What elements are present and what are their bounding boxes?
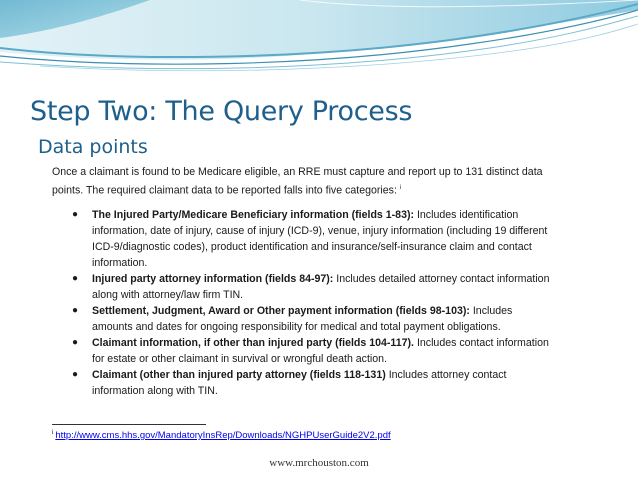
slide-body	[52, 164, 552, 399]
header-wave-banner	[0, 0, 638, 80]
category-heading: Settlement, Judgment, Award or Other payment information (fields 98-103):	[92, 304, 470, 317]
category-description: Includes detailed attorney contact information along with attorney/law firm TIN.	[92, 272, 550, 301]
footnote-divider	[52, 424, 206, 425]
category-description: Includes attorney contact information along with TIN.	[92, 368, 507, 397]
slide-title: Step Two: The Query Process	[30, 96, 413, 127]
intro-paragraph	[52, 164, 552, 199]
bullet-icon: ●	[72, 208, 79, 220]
list-item	[52, 271, 552, 303]
category-heading: Claimant (other than injured party attorney (fields 118-131)	[92, 368, 386, 381]
category-heading: The Injured Party/Medicare Beneficiary information (fields 1-83):	[92, 208, 415, 221]
intro-footnote-ref: i	[399, 185, 402, 191]
category-description: Includes identification information, date of injury, cause of injury (ICD-9), venue, injury information (including 19 different ICD-9/diagnostic codes), product identification and insurance/self-insurance claim and contact information.	[92, 208, 548, 269]
list-item	[52, 335, 552, 367]
category-description: Includes contact information for estate or other claimant in survival or wrongful death action.	[92, 336, 549, 365]
slide-subtitle: Data points	[38, 136, 148, 158]
category-list	[52, 207, 552, 399]
footnote-link[interactable]: http://www.cms.hhs.gov/MandatoryInsRep/Downloads/NGHPUserGuide2V2.pdf	[55, 430, 391, 442]
list-item	[52, 367, 552, 399]
footer-website: www.mrchouston.com	[269, 457, 369, 469]
intro-line-1: Once a claimant is found to be Medicare eligible, an RRE must capture and report up to 131 distinct data	[52, 166, 543, 178]
bullet-icon: ●	[72, 304, 79, 316]
bullet-icon: ●	[72, 272, 79, 284]
category-heading: Claimant information, if other than injured party (fields 104-117).	[92, 336, 414, 349]
footnote	[52, 430, 391, 441]
bullet-icon: ●	[72, 336, 79, 348]
category-heading: Injured party attorney information (fields 84-97):	[92, 272, 334, 285]
list-item	[52, 207, 552, 271]
footnote-ref: i	[52, 430, 54, 436]
intro-line-2: points. The required claimant data to be reported falls into five categories:	[52, 184, 397, 197]
list-item	[52, 303, 552, 335]
category-description: Includes amounts and dates for ongoing responsibility for medical and total payment obligations.	[92, 304, 513, 333]
bullet-icon: ●	[72, 368, 79, 380]
